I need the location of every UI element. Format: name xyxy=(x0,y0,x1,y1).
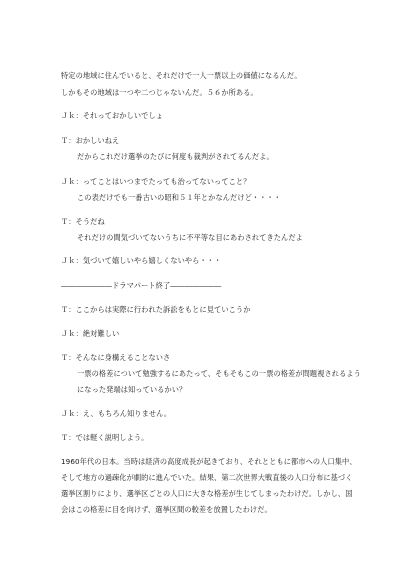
paragraph-line: 会はこの格差に目を向けず、選挙区間の較差を放置したわけだ。 xyxy=(61,505,272,514)
text-line: この表だけでも一番古いの昭和５１年とかなんだけど・・・・ xyxy=(77,193,282,202)
text-line: になった発端は知っているかい？ xyxy=(77,385,187,394)
text-line: 一票の格差について勉強するにあたって、そもそもこの一票の格差が問題視されるよう xyxy=(77,369,361,378)
paragraph-line: 選挙区割りにより、選挙区ごとの人口に大きな格差が生じてしまったわけだ。しかし、国 xyxy=(61,489,353,498)
dialogue-line: Ｊｋ：それっておかしいでしょ xyxy=(61,111,164,120)
dialogue-line: Ｔ：では軽く説明しよう。 xyxy=(61,433,149,442)
text-line: だからこれだけ選挙のたびに何度も裁判がされてるんだよ。 xyxy=(77,152,274,161)
dialogue-line: Ｊｋ：え、もちろん知りません。 xyxy=(61,409,172,418)
dialogue-line: Ｔ：ここからは実際に行われた訴訟をもとに見ていこうか xyxy=(61,305,251,314)
section-divider: ―――――――ドラマパート終了――――――― xyxy=(61,281,222,290)
text-line: しかもその地域は一つや二つじゃないんだ。５６か所ある。 xyxy=(61,88,258,97)
text-line: それだけの間気づいてないうちに不平等な目にあわされてきたんだよ xyxy=(77,233,303,242)
dialogue-line: Ｊｋ：気づいて嬉しいやら嬉しくないやら・・・ xyxy=(61,256,222,265)
dialogue-line: Ｔ：そんなに身構えることないさ xyxy=(61,353,171,362)
text-line: 特定の地域に住んでいると、それだけで一人一票以上の価値になるんだ。 xyxy=(61,71,302,80)
paragraph-line: 1960年代の日本。当時は経済の高度成長が起きており、それとともに都市への人口集中、 xyxy=(61,457,357,466)
paragraph-line: そして地方の過疎化が劇的に進んでいた。結果、第二次世界大戦直後の人口分布に基づく xyxy=(61,473,353,482)
dialogue-line: Ｔ：おかしいねえ xyxy=(61,136,120,145)
dialogue-line: Ｊｋ：ってことはいつまでたっても治ってないってこと？ xyxy=(61,177,251,186)
dialogue-line: Ｔ：そうだね xyxy=(61,217,105,226)
dialogue-line: Ｊｋ：絶対難しい xyxy=(61,329,120,338)
